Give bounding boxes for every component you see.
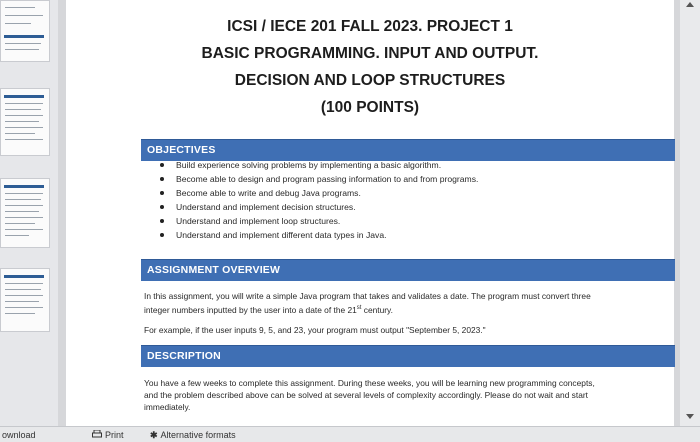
list-item: Understand and implement different data types in Java. bbox=[176, 228, 478, 242]
title-line-4: (100 POINTS) bbox=[320, 99, 420, 116]
download-button[interactable]: ownload bbox=[2, 430, 36, 440]
description-header-label: DESCRIPTION bbox=[147, 350, 221, 362]
alternative-formats-button[interactable] bbox=[150, 430, 236, 441]
description-header bbox=[141, 345, 675, 367]
scroll-up-icon[interactable] bbox=[686, 2, 694, 7]
document-title bbox=[66, 13, 674, 121]
list-item: Become able to write and debug Java programs. bbox=[176, 186, 478, 200]
accessibility-icon: ✱ bbox=[150, 430, 158, 440]
list-item: Become able to design and program passing information to and from programs. bbox=[176, 172, 478, 186]
bottom-toolbar bbox=[0, 426, 700, 442]
list-item: Build experience solving problems by implementing a basic algorithm. bbox=[176, 158, 478, 172]
print-icon bbox=[92, 430, 102, 439]
vertical-scrollbar[interactable] bbox=[680, 0, 700, 426]
list-item: Understand and implement loop structures. bbox=[176, 214, 478, 228]
assignment-overview-header-label: ASSIGNMENT OVERVIEW bbox=[147, 264, 281, 276]
overview-example: For example, if the user inputs 9, 5, and 23, your program must output "September 5, 2023." bbox=[144, 325, 486, 335]
title-line-3: DECISION AND LOOP STRUCTURES bbox=[234, 72, 506, 89]
page-thumbnails-sidebar bbox=[0, 0, 58, 441]
page-thumbnail-2[interactable] bbox=[0, 88, 50, 156]
print-button[interactable] bbox=[92, 430, 124, 440]
title-line-1: ICSI / IECE 201 FALL 2023. PROJECT 1 bbox=[227, 18, 513, 35]
title-line-2: BASIC PROGRAMMING. INPUT AND OUTPUT. bbox=[201, 45, 539, 62]
page-thumbnail-3[interactable] bbox=[0, 178, 50, 248]
print-label: Print bbox=[105, 430, 124, 440]
document-page bbox=[66, 0, 674, 441]
alternative-formats-label: Alternative formats bbox=[160, 430, 236, 440]
scroll-down-icon[interactable] bbox=[686, 414, 694, 419]
list-item: Understand and implement decision structures. bbox=[176, 200, 478, 214]
objectives-header-label: OBJECTIVES bbox=[147, 144, 216, 156]
description-paragraph: You have a few weeks to complete this assignment. During these weeks, you will be learning new programming concepts, and the problem described above can be solved at several levels of complexity accordingly. Please do not wait and start immediately. bbox=[144, 378, 595, 412]
objectives-list bbox=[176, 158, 478, 242]
page-thumbnail-4[interactable] bbox=[0, 268, 50, 332]
assignment-overview-header bbox=[141, 259, 675, 281]
page-thumbnail-1[interactable] bbox=[0, 0, 50, 62]
overview-paragraph: In this assignment, you will write a simple Java program that takes and validates a date. The program must convert three integer numbers inputted by the user into a date of the 21st century. bbox=[144, 291, 591, 315]
